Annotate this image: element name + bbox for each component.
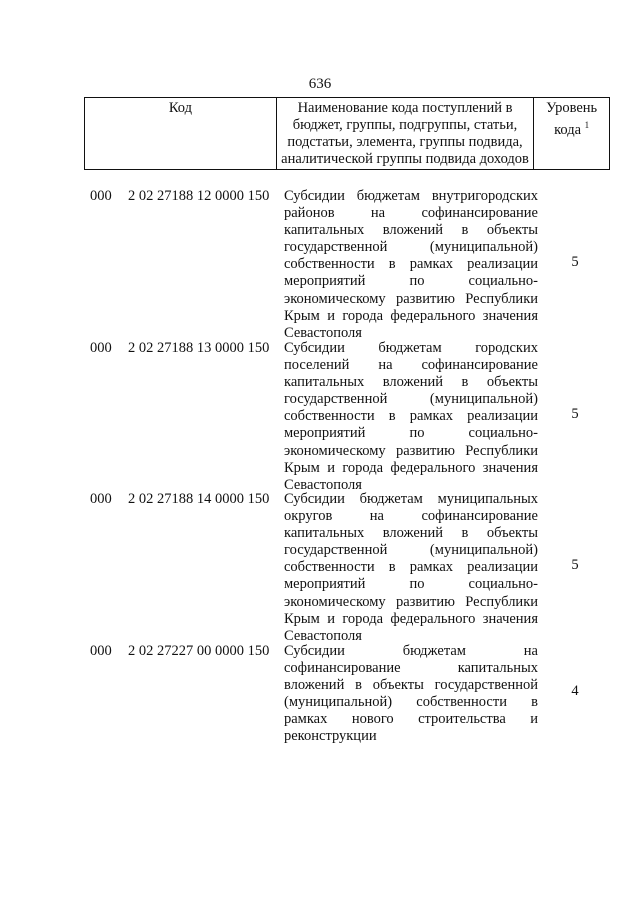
- table-header: [84, 97, 610, 170]
- row-level: 4: [571, 683, 579, 699]
- row-level: 5: [571, 406, 579, 422]
- header-level: [534, 98, 610, 170]
- row-name: Субсидии бюджетам муниципальных округов на софинансирование капитальных вложений в объекты государственной (муниципальной) собственности в рамках реализации мероприятий по социально-экономическому развитию Республики Крым и города федерального значения Севастополя: [284, 491, 538, 644]
- page-number: 636: [308, 76, 332, 92]
- table-row: [84, 188, 610, 340]
- row-level: 5: [571, 557, 579, 573]
- row-prefix: 000: [90, 491, 112, 507]
- header-name: Наименование кода поступлений в бюджет, группы, подгруппы, статьи, подстатьи, элемента, группы подвида, аналитической группы подвида доходов: [276, 98, 533, 170]
- row-name: Субсидии бюджетам городских поселений на софинансирование капитальных вложений в объекты государственной (муниципальной) собственности в рамках реализации мероприятий по социально-экономическому развитию Республики Крым и города федерального значения Севастополя: [284, 340, 538, 493]
- row-code: 2 02 27188 12 0000 150: [128, 188, 270, 204]
- row-prefix: 000: [90, 643, 112, 659]
- header-level-footnote: 1: [584, 120, 590, 130]
- row-code: 2 02 27188 14 0000 150: [128, 491, 270, 507]
- row-code: 2 02 27227 00 0000 150: [128, 643, 270, 659]
- row-name: Субсидии бюджетам внутригородских районов на софинансирование капитальных вложений в объекты государственной (муниципальной) собственности в рамках реализации мероприятий по социально-экономическому развитию Республики Крым и города федерального значения Севастополя: [284, 188, 538, 341]
- header-code: Код: [85, 98, 277, 170]
- row-prefix: 000: [90, 188, 112, 204]
- table-body: [84, 188, 610, 753]
- table-row: [84, 643, 610, 753]
- table-row: [84, 491, 610, 643]
- row-prefix: 000: [90, 340, 112, 356]
- row-level: 5: [571, 254, 579, 270]
- table-row: [84, 340, 610, 491]
- header-level-label: Уровень код: [546, 100, 598, 138]
- row-code: 2 02 27188 13 0000 150: [128, 340, 270, 356]
- row-name: Субсидии бюджетам на софинансирование капитальных вложений в объекты государственной (муниципальной) собственности в рамках нового строительства и реконструкции: [284, 643, 538, 745]
- header-level-tail: а: [574, 121, 582, 138]
